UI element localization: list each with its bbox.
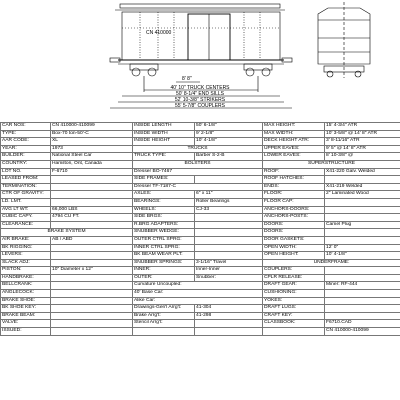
field-value	[51, 297, 133, 305]
field-label: OUTER CTRL SPRG:	[133, 236, 195, 244]
field-label: WHEELS:	[133, 206, 195, 214]
field-label: ROOF HATCHES:	[263, 176, 325, 184]
spec-row	[1, 267, 400, 275]
truck-left	[130, 64, 158, 76]
field-label: HANDBRAKE:	[1, 274, 51, 282]
field-value: Hamilton, Ont, Canada	[51, 160, 133, 168]
spec-row	[1, 176, 400, 184]
field-value: 10" Diameter x 12"	[51, 267, 133, 275]
spec-row	[1, 214, 400, 222]
field-label: LOWER EAVES:	[263, 153, 325, 161]
spec-row	[1, 244, 400, 252]
field-label: AAR CODE:	[1, 138, 51, 146]
section-heading: BRAKE SYSTEM	[1, 229, 133, 237]
field-value	[325, 267, 400, 275]
field-label: ANCHORS-DOORS:	[263, 206, 325, 214]
field-value	[325, 305, 400, 313]
field-value: Barber S-2-B	[195, 153, 263, 161]
field-label: DOORS:	[263, 229, 325, 237]
field-value	[195, 236, 263, 244]
spec-row	[1, 138, 400, 146]
field-label: SIDE FRAMES:	[133, 176, 195, 184]
spec-row	[1, 160, 400, 168]
field-value: Box-70 ton-50'-C	[51, 130, 133, 138]
field-label: SNUBBER SPRINGS:	[133, 259, 195, 267]
field-label: OPEN WIDTH:	[263, 244, 325, 252]
spec-row	[1, 252, 400, 260]
field-value: X41-219 Welded	[325, 183, 400, 191]
field-value: National Steel Car	[51, 153, 133, 161]
field-value	[195, 320, 263, 328]
dim-end-sills: 50' 8-1/4" END SILLS	[175, 91, 225, 97]
field-value	[195, 221, 263, 229]
field-value	[325, 206, 400, 214]
field-label: MAX HEIGHT:	[263, 123, 325, 131]
spec-row	[1, 145, 400, 153]
field-value: Roller Bearings	[195, 198, 263, 206]
field-label: INSIDE LENGTH	[133, 123, 195, 131]
car-body	[122, 12, 280, 60]
field-value	[325, 312, 400, 320]
car-reporting-mark: CN 410000	[146, 30, 172, 36]
field-label: VALVE:	[1, 320, 51, 328]
field-value	[195, 214, 263, 222]
field-value	[51, 320, 133, 328]
field-value	[195, 328, 263, 336]
field-value: 10' 3-5/8" @ 14' 8" ATR	[325, 130, 400, 138]
field-value: F6710.CAD	[325, 320, 400, 328]
field-label: Stencil Arrg't:	[133, 320, 195, 328]
field-label: LD. LMT.	[1, 198, 51, 206]
spec-row	[1, 274, 400, 282]
spec-table	[0, 122, 400, 336]
spec-row	[1, 123, 400, 131]
field-value: XL	[51, 138, 133, 146]
field-value: 9' 5" @ 14' 8" ATR	[325, 145, 400, 153]
section-heading: UNDERFRAME:	[263, 259, 400, 267]
field-label: INSIDE WIDTH	[133, 130, 195, 138]
spec-row	[1, 236, 400, 244]
field-label: Brake Arrg't:	[133, 312, 195, 320]
field-value: 15' 4-3/4" ATR	[325, 123, 400, 131]
field-value	[325, 176, 400, 184]
field-label: FLOOR:	[263, 191, 325, 199]
field-label: ANGLECOCK:	[1, 290, 51, 298]
spec-row	[1, 191, 400, 199]
field-label: CRAFT KEY:	[263, 312, 325, 320]
field-value	[51, 274, 133, 282]
field-value: Curvature Uncoupled:	[133, 282, 263, 290]
field-value	[51, 328, 133, 336]
field-label: AIR BRAKE:	[1, 236, 51, 244]
field-value	[51, 221, 133, 229]
field-label: LOT NO.	[1, 168, 51, 176]
field-value: F-6710	[51, 168, 133, 176]
field-label: BELLCRANK:	[1, 282, 51, 290]
field-value	[51, 290, 133, 298]
field-value	[325, 236, 400, 244]
field-value	[51, 191, 133, 199]
field-value	[325, 297, 400, 305]
spec-row	[1, 183, 400, 191]
field-label: FLOOR CAP:	[263, 198, 325, 206]
field-label: BEARINGS:	[133, 198, 195, 206]
field-label: TERMINATION:	[1, 183, 51, 191]
field-value: CJ-33	[195, 206, 263, 214]
field-label: TRUCK TYPE:	[133, 153, 195, 161]
field-value: Camel Plug	[325, 221, 400, 229]
field-label: DECK HEIGHT ATR:	[263, 138, 325, 146]
field-value	[195, 229, 263, 237]
spec-row	[1, 312, 400, 320]
field-value: 6" x 11"	[195, 191, 263, 199]
field-value: 3-1/16" Travel	[195, 259, 263, 267]
dim-wheelbase: 8' 8"	[182, 76, 192, 82]
field-label: PISTON:	[1, 267, 51, 275]
field-value	[325, 214, 400, 222]
field-label: CAR NOS:	[1, 123, 51, 131]
field-label: OPEN HEIGHT:	[263, 252, 325, 260]
field-label: BRAKE BEAM:	[1, 312, 51, 320]
field-value	[263, 328, 325, 336]
field-label: BK RIGGING:	[1, 244, 51, 252]
field-value: CN 410000-410099	[51, 123, 133, 131]
field-value: Miner: RF-444	[325, 282, 400, 290]
field-value: 9' 2-1/8"	[195, 130, 263, 138]
field-value: X41-220 Galv. Welded	[325, 168, 400, 176]
field-value: Inner-Inner	[195, 267, 263, 275]
field-value: 2" Laminated Wood	[325, 191, 400, 199]
spec-row	[1, 130, 400, 138]
field-label: ANCHORS-POSTS:	[263, 214, 325, 222]
field-value: 40' Base Car:	[133, 290, 263, 298]
field-label: SIDE BRGS:	[133, 214, 195, 222]
field-label: DRAFT LUGS:	[263, 305, 325, 313]
field-value: Dresser BO-7467	[133, 168, 263, 176]
field-label: BUILDER:	[1, 153, 51, 161]
field-value	[51, 259, 133, 267]
field-label: AXLES:	[133, 191, 195, 199]
spec-row	[1, 153, 400, 161]
field-label: CPLR RELEASE:	[263, 274, 325, 282]
field-value: 66,000 LBS	[51, 206, 133, 214]
field-value	[51, 176, 133, 184]
field-value: Dresser TF-7187-C	[133, 183, 263, 191]
field-label: CTR OF GRAVITY:	[1, 191, 51, 199]
field-value	[325, 229, 400, 237]
field-label: SLACK ADJ:	[1, 259, 51, 267]
field-value: Snubber:	[195, 274, 263, 282]
field-value: CN 410000-410099	[325, 328, 400, 336]
spec-row	[1, 297, 400, 305]
field-value	[133, 328, 195, 336]
spec-row	[1, 320, 400, 328]
field-value: 3' 8-11/16" ATR	[325, 138, 400, 146]
dim-couplers: 55' 5-7/8" COUPLERS	[175, 103, 225, 109]
field-label: COUNTRY:	[1, 160, 51, 168]
section-heading: SUPERSTRUCTURE	[263, 160, 400, 168]
field-label: BK SHOE KEY:	[1, 305, 51, 313]
field-label: DOOR GASKETS:	[263, 236, 325, 244]
field-label: DRAFT GEAR:	[263, 282, 325, 290]
field-label: MAX WIDTH:	[263, 130, 325, 138]
field-value: 12' 0"	[325, 244, 400, 252]
field-value: 4794 CU FT.	[51, 214, 133, 222]
field-label: TYPE:	[1, 130, 51, 138]
field-value	[51, 198, 133, 206]
field-label: UPPER EAVES:	[263, 145, 325, 153]
roof-outline	[120, 4, 280, 8]
field-label: OUTER:	[133, 274, 195, 282]
field-label: LEASED FROM:	[1, 176, 51, 184]
truck-right	[244, 64, 272, 76]
field-value	[195, 244, 263, 252]
spec-row	[1, 282, 400, 290]
field-value	[195, 176, 263, 184]
field-value: 41-304	[195, 305, 263, 313]
field-value	[325, 274, 400, 282]
spec-row	[1, 221, 400, 229]
spec-row	[1, 328, 400, 336]
field-value: 10' 4-1/8"	[325, 252, 400, 260]
field-label: Drawings-Gen'l Arrg't:	[133, 305, 195, 313]
field-label: BRAKE SHOE:	[1, 297, 51, 305]
field-label: CUBIC CAPY.	[1, 214, 51, 222]
field-value: 41-298	[195, 312, 263, 320]
field-label: YEAR:	[1, 145, 51, 153]
field-value	[51, 252, 133, 260]
field-value	[51, 312, 133, 320]
spec-row	[1, 229, 400, 237]
field-label: INNER:	[133, 267, 195, 275]
spec-row	[1, 305, 400, 313]
field-label: COUPLERS:	[263, 267, 325, 275]
field-label: AVG LT WT:	[1, 206, 51, 214]
field-value	[51, 305, 133, 313]
spec-row	[1, 259, 400, 267]
field-value: 1973	[51, 145, 133, 153]
field-value	[51, 183, 133, 191]
field-value	[51, 282, 133, 290]
field-value	[325, 290, 400, 298]
field-label: BK BEAM WEAR PLT:	[133, 252, 195, 260]
field-label: ROOF:	[263, 168, 325, 176]
field-label: CLEARANCE:	[1, 221, 51, 229]
dim-truck-centers: 40' 10" TRUCK CENTERS	[170, 85, 230, 91]
field-value	[195, 252, 263, 260]
field-label: YOKES:	[263, 297, 325, 305]
spec-row	[1, 168, 400, 176]
field-label: LEVERS:	[1, 252, 51, 260]
spec-row	[1, 198, 400, 206]
field-label: R.BRG ADAPTERS:	[133, 221, 195, 229]
spec-row	[1, 290, 400, 298]
field-label: CLASSBOOK:	[263, 320, 325, 328]
dim-strikers: 52' 10-3/8" STRIKERS	[174, 97, 226, 103]
field-value: 8' 10-3/8" @	[325, 153, 400, 161]
field-label: ENDS:	[263, 183, 325, 191]
field-value: 50' 6-1/8"	[195, 123, 263, 131]
field-value	[51, 244, 133, 252]
end-view	[318, 2, 370, 78]
spec-sheet	[0, 122, 400, 400]
field-value: Alike Car:	[133, 297, 263, 305]
field-label: CUSHIONING:	[263, 290, 325, 298]
field-label: DOORS:	[263, 221, 325, 229]
field-label: INNER CTRL SPRG:	[133, 244, 195, 252]
boxcar-drawing	[0, 0, 400, 122]
field-label: INSIDE HEIGHT	[133, 138, 195, 146]
field-label: ISSUED:	[1, 328, 51, 336]
section-heading: TRUCKS	[133, 145, 263, 153]
field-value: AB / ABD	[51, 236, 133, 244]
field-value: 10' 4-1/8"	[195, 138, 263, 146]
field-label: SNUBBER WEDGE:	[133, 229, 195, 237]
spec-row	[1, 206, 400, 214]
field-value	[325, 198, 400, 206]
section-heading: BOLSTERS	[133, 160, 263, 168]
